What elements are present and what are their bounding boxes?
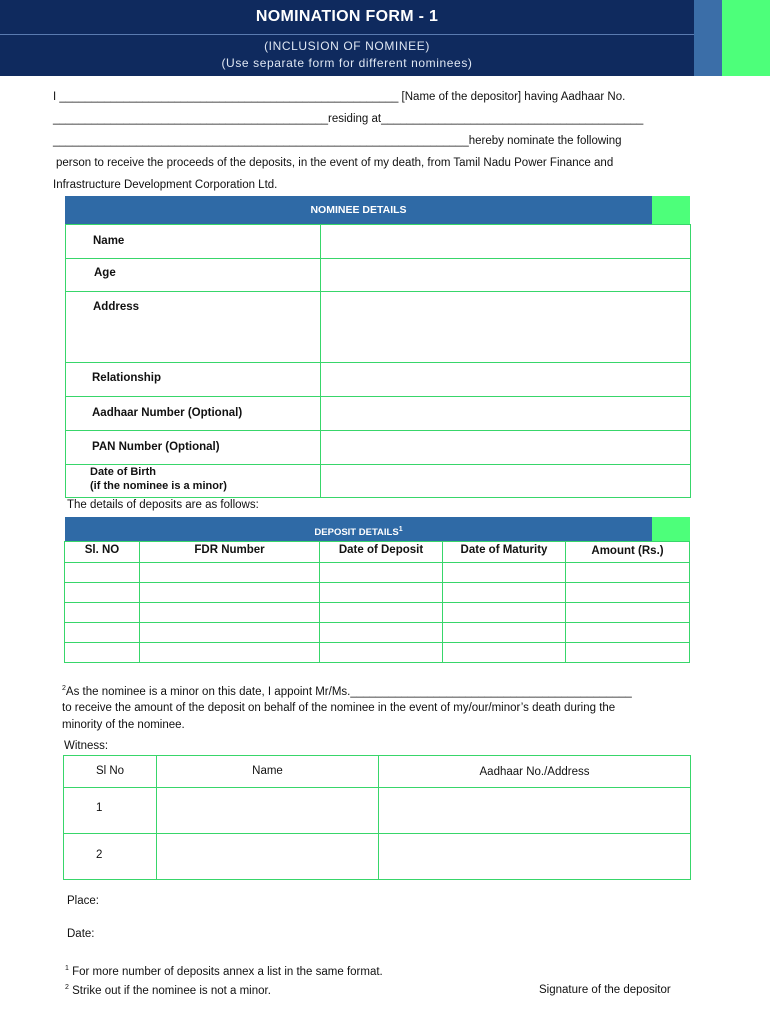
footnote-1-marker: 1 (65, 965, 69, 972)
deposit-cell[interactable] (443, 563, 566, 583)
place-label: Place: (67, 895, 99, 907)
col-date-of-deposit: Date of Deposit (320, 542, 443, 563)
nominee-address-label-cell (66, 292, 321, 363)
deposit-details-table (64, 541, 690, 663)
witness-col-aadhaar: Aadhaar No./Address (379, 756, 691, 788)
intro-line-3: _________________________________________________________________hereby nominate the following (53, 135, 622, 147)
witness-row-number: 2 (64, 834, 157, 880)
date-label: Date: (67, 928, 95, 940)
footnote-1 (65, 965, 383, 978)
deposit-cell[interactable] (443, 583, 566, 603)
deposit-cell[interactable] (320, 583, 443, 603)
footnote-2-text: Strike out if the nominee is not a minor. (72, 984, 271, 997)
nominee-pan-field[interactable] (321, 431, 691, 465)
minor-line-3: minority of the nominee. (62, 719, 185, 731)
deposit-cell[interactable] (320, 643, 443, 663)
witness-aadhaar-field[interactable] (379, 788, 691, 834)
form-subtitle: (INCLUSION OF NOMINEE) (264, 39, 430, 53)
nominee-name-label: Name (93, 235, 125, 247)
intro-line-1: I _____________________________________________________ [Name of the depositor] having Aadhaar No. (53, 91, 626, 103)
deposit-cell[interactable] (140, 623, 320, 643)
form-title: NOMINATION FORM - 1 (255, 8, 439, 25)
deposit-cell[interactable] (140, 603, 320, 623)
deposit-cell[interactable] (140, 583, 320, 603)
witness-table (63, 755, 691, 880)
deposit-cell[interactable] (140, 643, 320, 663)
intro-line-4: person to receive the proceeds of the deposits, in the event of my death, from Tamil Nadu Power Finance and (56, 157, 614, 169)
nominee-pan-label-cell (66, 431, 321, 465)
nominee-dob-label: Date of Birth (90, 466, 156, 478)
minor-line-2: to receive the amount of the deposit on behalf of the nominee in the event of my/our/minor’s death during the (62, 702, 616, 714)
witness-aadhaar-field[interactable] (379, 834, 691, 880)
deposit-cell[interactable] (566, 623, 690, 643)
intro-line-2: ___________________________________________residing at_________________________________________ (53, 113, 644, 125)
header-divider (0, 34, 694, 35)
nominee-age-label: Age (94, 267, 116, 279)
nominee-details-table (65, 224, 691, 498)
deposit-row (65, 643, 690, 663)
nominee-name-label-cell (66, 225, 321, 259)
deposit-row (65, 603, 690, 623)
deposit-cell[interactable] (443, 603, 566, 623)
witness-col-name: Name (157, 756, 379, 788)
deposit-cell[interactable] (443, 643, 566, 663)
col-amount: Amount (Rs.) (566, 542, 690, 563)
nominee-dob-note: (if the nominee is a minor) (90, 480, 227, 492)
nominee-pan-label: PAN Number (Optional) (92, 441, 220, 453)
signature-label: Signature of the depositor (539, 984, 671, 996)
deposit-cell[interactable] (320, 623, 443, 643)
deposit-cell[interactable] (65, 643, 140, 663)
nominee-address-field[interactable] (321, 292, 691, 363)
deposit-cell[interactable] (320, 603, 443, 623)
deposit-details-title: DEPOSIT DETAILS (314, 527, 399, 539)
intro-line-5: Infrastructure Development Corporation Ltd. (53, 179, 278, 191)
footnote-2 (65, 984, 271, 997)
nominee-address-label: Address (93, 301, 140, 313)
nominee-relationship-field[interactable] (321, 363, 691, 397)
nominee-aadhaar-field[interactable] (321, 397, 691, 431)
witness-row-number: 1 (64, 788, 157, 834)
deposit-cell[interactable] (65, 603, 140, 623)
nominee-age-field[interactable] (321, 259, 691, 292)
header-accent-blue (694, 0, 722, 76)
nominee-dob-field[interactable] (321, 465, 691, 498)
footnote-1-text: For more number of deposits annex a list in the same format. (72, 965, 383, 978)
minor-line-1 (62, 685, 632, 698)
nominee-aadhaar-label-cell (66, 397, 321, 431)
deposit-details-footnote-ref: 1 (398, 526, 403, 533)
nominee-name-field[interactable] (321, 225, 691, 259)
header-accent-green (722, 0, 770, 76)
footnote-2-marker: 2 (65, 984, 69, 991)
witness-col-sl-no: Sl No (64, 756, 157, 788)
deposit-cell[interactable] (320, 563, 443, 583)
witness-name-field[interactable] (157, 788, 379, 834)
witness-name-field[interactable] (157, 834, 379, 880)
nominee-relationship-label: Relationship (92, 372, 162, 384)
deposit-cell[interactable] (566, 563, 690, 583)
deposit-cell[interactable] (65, 583, 140, 603)
form-subtitle-note: (Use separate form for different nominees) (221, 56, 473, 70)
col-sl-no: Sl. NO (65, 542, 140, 563)
minor-line-1-text: As the nominee is a minor on this date, I appoint Mr/Ms.____________________________________________ (65, 685, 632, 698)
deposit-cell[interactable] (566, 603, 690, 623)
form-header (0, 0, 770, 76)
witness-row (64, 788, 691, 834)
nominee-relationship-label-cell (66, 363, 321, 397)
nominee-dob-label-cell (66, 465, 321, 498)
deposit-cell[interactable] (566, 643, 690, 663)
deposit-row (65, 583, 690, 603)
nominee-heading-accent (652, 196, 690, 224)
deposit-details-heading (65, 517, 652, 541)
deposits-intro: The details of deposits are as follows: (67, 499, 259, 511)
col-date-of-maturity: Date of Maturity (443, 542, 566, 563)
deposit-cell[interactable] (443, 623, 566, 643)
minor-footnote-ref: 2 (62, 685, 66, 692)
witness-label: Witness: (64, 740, 109, 752)
col-fdr-number: FDR Number (140, 542, 320, 563)
deposit-cell[interactable] (65, 623, 140, 643)
nominee-age-label-cell (66, 259, 321, 292)
nominee-details-heading: NOMINEE DETAILS (65, 196, 652, 224)
deposit-heading-accent (652, 517, 690, 541)
deposit-row (65, 563, 690, 583)
deposit-cell[interactable] (566, 583, 690, 603)
deposit-cell[interactable] (65, 563, 140, 583)
witness-row (64, 834, 691, 880)
nominee-aadhaar-label: Aadhaar Number (Optional) (92, 407, 243, 419)
deposit-row (65, 623, 690, 643)
deposit-cell[interactable] (140, 563, 320, 583)
